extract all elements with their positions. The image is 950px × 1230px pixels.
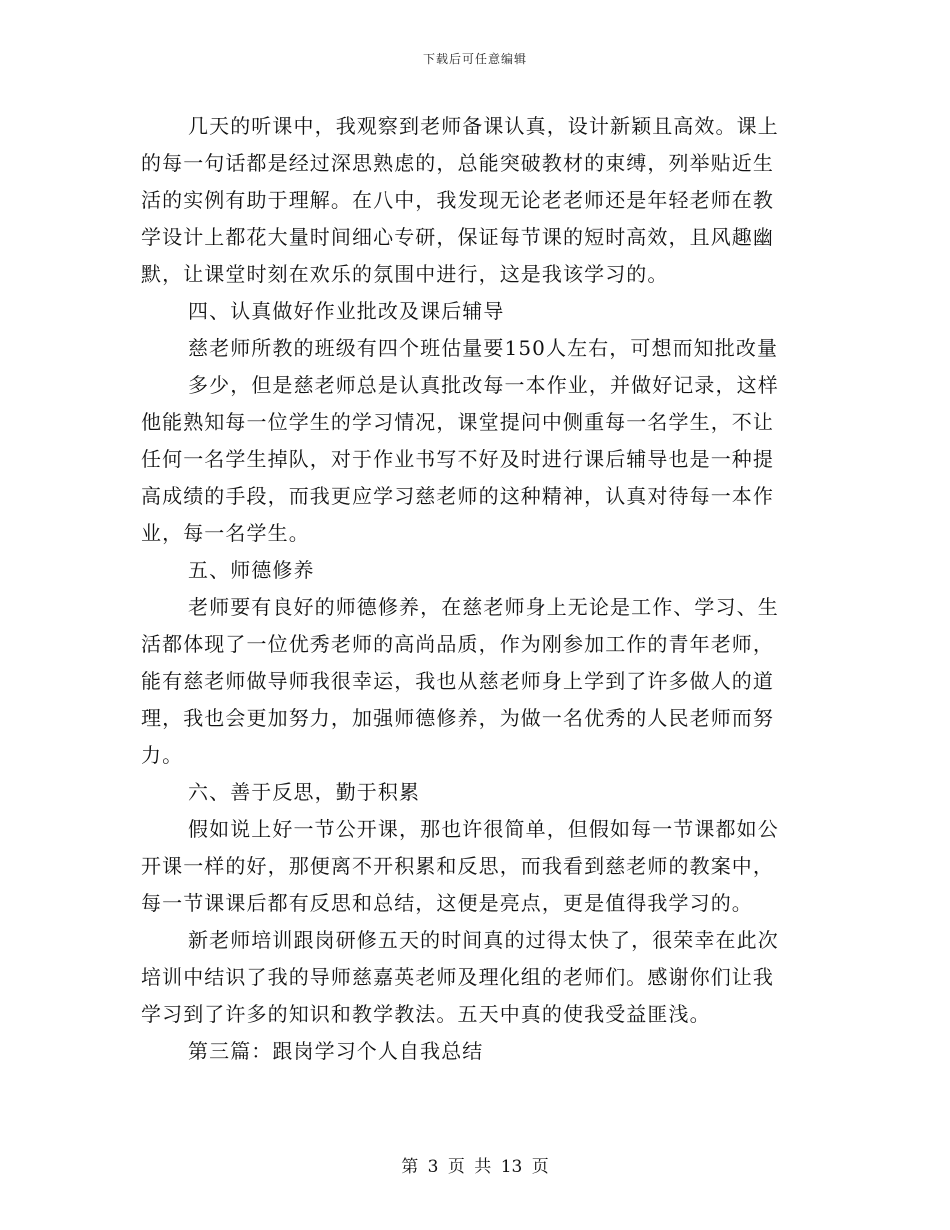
paragraph-line: 默，让课堂时刻在欢乐的氛围中进行，这是我该学习的。	[141, 262, 669, 286]
paragraph-line: 每一节课课后都有反思和总结，这便是亮点，更是值得我学习的。	[141, 891, 753, 915]
paragraph-line: 高成绩的手段，而我更应学习慈老师的这种精神，认真对待每一本作	[141, 484, 774, 508]
paragraph-line: 的每一句话都是经过深思熟虑的，总能突破教材的束缚，列举贴近生	[141, 151, 774, 175]
section-heading: 第三篇：跟岗学习个人自我总结	[188, 1039, 484, 1063]
section-heading: 五、师德修养	[188, 558, 315, 582]
paragraph-line: 活都体现了一位优秀老师的高尚品质，作为刚参加工作的青年老师，	[141, 632, 774, 656]
paragraph-line: 多少，但是慈老师总是认真批改每一本作业，并做好记录，这样	[188, 373, 779, 397]
paragraph-line: 理，我也会更加努力，加强师德修养，为做一名优秀的人民老师而努	[141, 706, 774, 730]
paragraph-line: 力。	[141, 743, 184, 767]
page-header: 下载后可任意编辑	[422, 52, 527, 66]
paragraph-line: 新老师培训跟岗研修五天的时间真的过得太快了，很荣幸在此次	[188, 928, 779, 952]
section-heading: 四、认真做好作业批改及课后辅导	[188, 299, 505, 323]
paragraph-line: 活的实例有助于理解。在八中，我发现无论老老师还是年轻老师在教	[141, 188, 774, 212]
paragraph-line: 老师要有良好的师德修养，在慈老师身上无论是工作、学习、生	[188, 595, 779, 619]
paragraph-line: 假如说上好一节公开课，那也许很简单，但假如每一节课都如公	[188, 817, 779, 841]
paragraph-line: 学设计上都花大量时间细心专研，保证每节课的短时高效，且风趣幽	[141, 225, 774, 249]
paragraph-line: 开课一样的好，那便离不开积累和反思，而我看到慈老师的教案中，	[141, 854, 774, 878]
paragraph-line: 培训中结识了我的导师慈嘉英老师及理化组的老师们。感谢你们让我	[141, 965, 774, 989]
paragraph-line: 慈老师所教的班级有四个班估量要150人左右，可想而知批改量	[188, 336, 779, 360]
paragraph-line: 他能熟知每一位学生的学习情况，课堂提问中侧重每一名学生，不让	[141, 410, 774, 434]
paragraph-line: 业，每一名学生。	[141, 521, 310, 545]
section-heading: 六、善于反思，勤于积累	[188, 780, 421, 804]
paragraph-line: 能有慈老师做导师我很幸运，我也从慈老师身上学到了许多做人的道	[141, 669, 774, 693]
paragraph-line: 任何一名学生掉队，对于作业书写不好及时进行课后辅导也是一种提	[141, 447, 774, 471]
paragraph-line: 几天的听课中，我观察到老师备课认真，设计新颖且高效。课上	[188, 114, 779, 138]
paragraph-line: 学习到了许多的知识和教学教法。五天中真的使我受益匪浅。	[141, 1002, 711, 1026]
page-number: 第 3 页 共 13 页	[401, 1157, 549, 1177]
document-body	[141, 108, 806, 1070]
